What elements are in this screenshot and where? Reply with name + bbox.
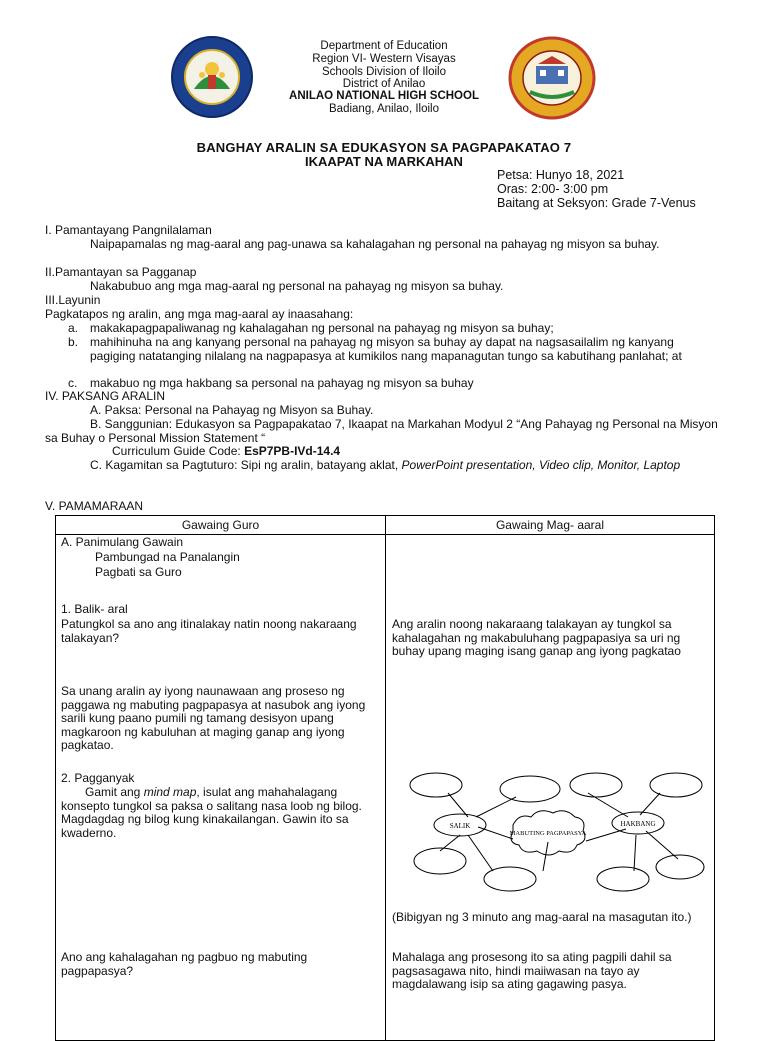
section-1-body: Naipapamalas ng mag-aaral ang pag-unawa sa kahalagahan ng personal na pahayag ng misyon sa buhay. (90, 237, 660, 251)
topic-line: A. Paksa: Personal na Pahayag ng Misyon sa Buhay. (90, 403, 374, 417)
mindmap-bubble-7 (597, 867, 649, 891)
col-header-mag-aaral: Gawaing Mag- aaral (386, 516, 715, 535)
document-title: BANGHAY ARALIN SA EDUKASYON SA PAGPAPAKATAO 7 (196, 140, 572, 155)
panimula-greeting: Pagbati sa Guro (95, 565, 182, 579)
mindmap-bubble-4 (650, 773, 702, 797)
unang-aralin-text: Sa unang aralin ay iyong naunawaan ang proseso ng paggawa ng mabuting pagpapasya at nasubok ang iyong sarili kung paano pumili ng tamang desisyon upang magkaroon ng kabuluhan at maging ganap ang iyong pagkatao. (61, 684, 366, 752)
section-5-heading: V. PAMAMARAAN (45, 499, 144, 513)
mindmap-label-hakbang: HAKBANG (620, 820, 656, 828)
balik-aral-answer: Ang aralin noong nakaraang talakayan ay tungkol sa kahalagahan ng makabuluhang pagpapasiya sa uri ng buhay upang maging isang ganap ang iyong pagkatao (392, 617, 681, 658)
objective-b-label: b. (68, 335, 79, 349)
objective-a-text: makakapagpapaliwanag ng kahalagahan ng personal na pahayag ng misyon sa buhay; (90, 321, 554, 335)
col-header-guro: Gawaing Guro (56, 516, 386, 535)
kahalagahan-question: Ano ang kahalagahan ng pagbuo ng mabuting pagpapasya? (61, 950, 308, 978)
curriculum-code: EsP7PB-IVd-14.4 (244, 444, 341, 458)
mindmap-bubble-1 (410, 773, 462, 797)
procedure-table (55, 515, 715, 1041)
info-date: Petsa: Hunyo 18, 2021 (497, 168, 625, 182)
mindmap-bubble-8 (656, 855, 704, 879)
section-2-heading: II.Pamantayan sa Pagganap (45, 265, 197, 279)
panimula-heading: A. Panimulang Gawain (61, 535, 184, 549)
objective-c-text: makabuo ng mga hakbang sa personal na pahayag ng misyon sa buhay (90, 376, 474, 390)
header-district: District of Anilao (342, 78, 426, 90)
section-2-body: Nakabubuo ang mga mag-aaral ng personal na pahayag ng misyon sa buhay. (90, 279, 504, 293)
mind-map-diagram (408, 767, 708, 897)
section-1-heading: I. Pamantayang Pangnilalaman (45, 223, 212, 237)
header-dept: Department of Education (320, 40, 448, 52)
materials-line: C. Kagamitan sa Pagtuturo: Sipi ng aralin, batayang aklat, PowerPoint presentation, Video clip, Monitor, Laptop (90, 458, 681, 472)
mag-aaral-cell (386, 535, 715, 1041)
panimula-prayer: Pambungad na Panalangin (95, 550, 240, 564)
pagganyak-heading: 2. Pagganyak (61, 771, 135, 785)
kahalagahan-answer: Mahalaga ang prosesong ito sa ating pagpili dahil sa pagsasagawa nito, hindi maiiwasan na tayo ay magdalawang isip sa ating gagawing pasya. (392, 950, 672, 991)
guro-cell (56, 535, 386, 1041)
document-subtitle: IKAAPAT NA MARKAHAN (305, 154, 463, 169)
info-section: Baitang at Seksyon: Grade 7-Venus (497, 196, 696, 210)
info-time: Oras: 2:00- 3:00 pm (497, 182, 609, 196)
objective-a-label: a. (68, 321, 79, 335)
mindmap-label-salik: SALIK (449, 822, 471, 830)
section-3-intro: Pagkatapos ng aralin, ang mga mag-aaral ay inaasahang: (45, 307, 354, 321)
mindmap-bubble-3 (570, 773, 622, 797)
header-region: Region VI- Western Visayas (312, 53, 456, 65)
reference-line: B. Sanggunian: Edukasyon sa Pagpapakatao 7, Ikaapat na Markahan Modyul 2 “Ang Pahayag ng Personal na Misyon sa Buhay o Personal Mission Statement “ (45, 417, 718, 445)
balik-aral-heading: 1. Balik- aral (61, 602, 128, 616)
header-address: Badiang, Anilao, Iloilo (329, 103, 439, 115)
pagganyak-text: Gamit ang mind map, isulat ang mahahalagang konsepto tungkol sa paksa o salitang nasa loob ng bilog. Magdagdag ng bilog kung kinakailangan. Gawin ito sa kwaderno. (61, 785, 362, 840)
curriculum-code-line: Curriculum Guide Code: EsP7PB-IVd-14.4 (112, 444, 341, 458)
objective-c-label: c. (68, 376, 78, 390)
balik-aral-question: Patungkol sa ano ang itinalakay natin noong nakaraang talakayan? (61, 617, 357, 645)
objective-b-text: mahihinuha na ang kanyang personal na pahayag ng misyon sa buhay ay dapat na nagsasailalim ng kanyang pagiging natatanging nilalang na nagpapasya at kumikilos nang mapanagutan tungo sa kabutihang panlahat; at (90, 335, 682, 363)
header-division: Schools Division of Iloilo (321, 66, 446, 78)
section-4-heading: IV. PAKSANG ARALIN (45, 389, 166, 403)
time-note: (Bibigyan ng 3 minuto ang mag-aaral na masagutan ito.) (392, 910, 692, 924)
mindmap-label-center: MABUTING PAGPAPASYA (509, 830, 587, 837)
mindmap-bubble-6 (484, 867, 536, 891)
section-3-heading: III.Layunin (45, 293, 101, 307)
mindmap-bubble-2 (500, 776, 560, 802)
header-school: ANILAO NATIONAL HIGH SCHOOL (289, 90, 479, 102)
mindmap-bubble-5 (414, 848, 466, 874)
